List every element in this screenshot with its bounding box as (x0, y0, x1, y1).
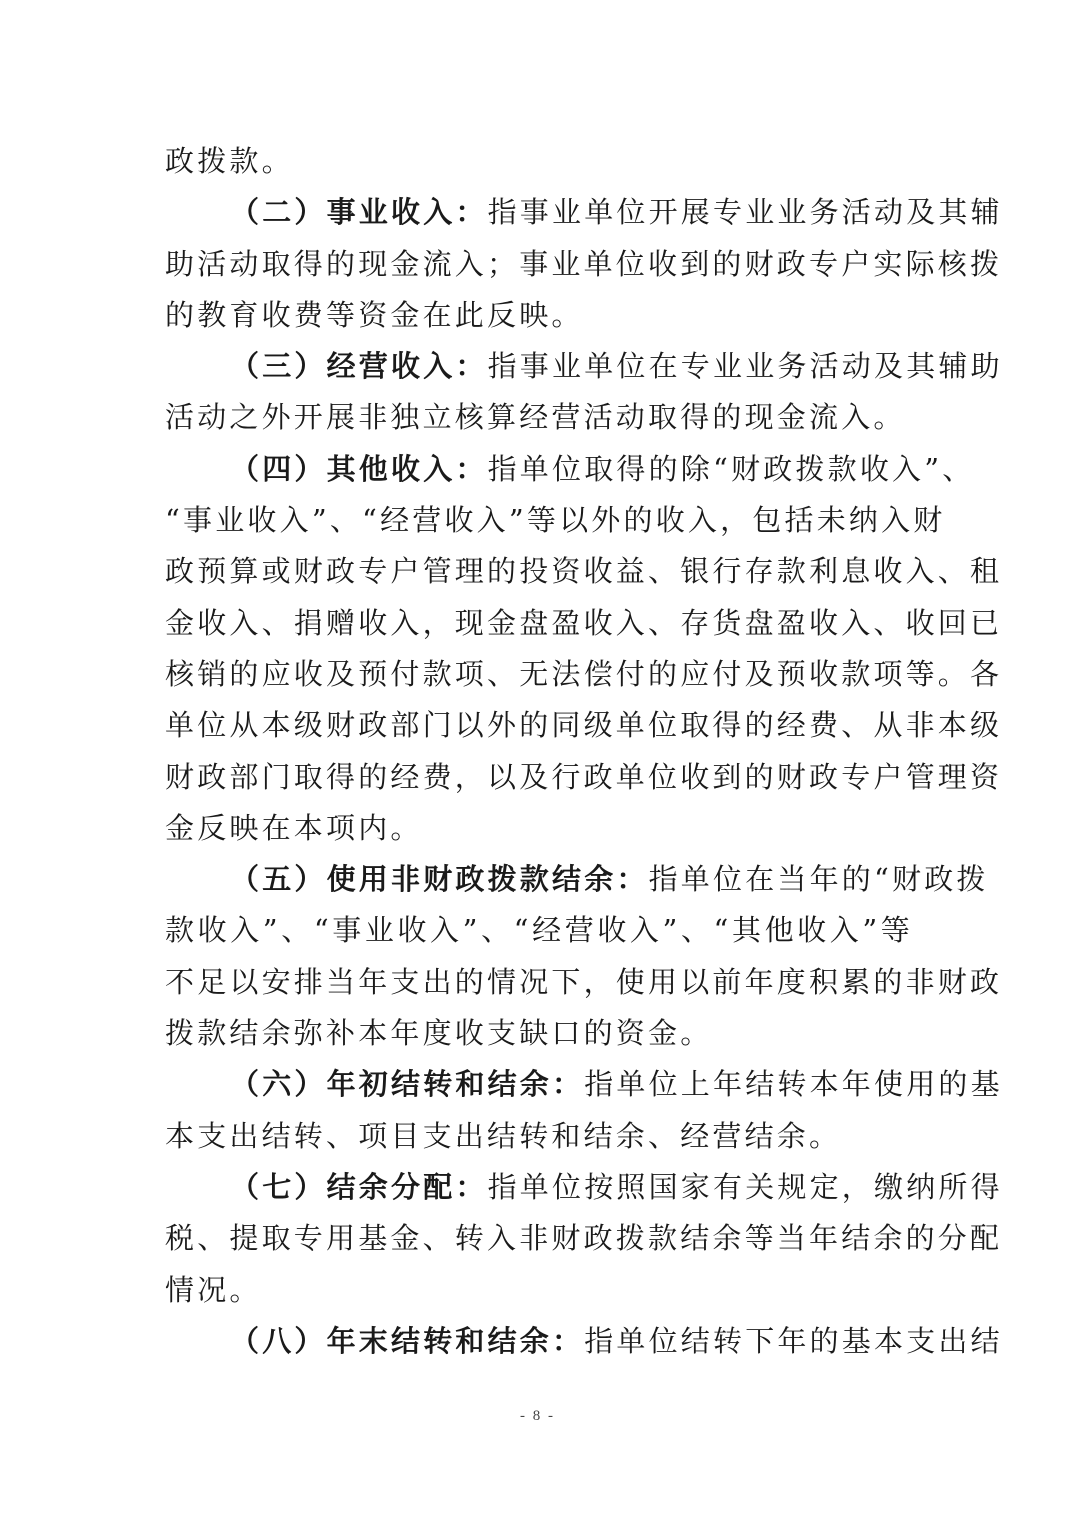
line-text: 政拨款。 (165, 144, 294, 178)
text-line (165, 854, 989, 905)
section-heading: （七）结余分配： (230, 1169, 488, 1204)
text-line (165, 598, 1003, 649)
line-text: 情况。 (165, 1272, 262, 1307)
section-heading: （三）经营收入： (230, 349, 488, 384)
line-text: 金收入、捐赠收入，现金盘盈收入、存货盘盈收入、收回已 (165, 605, 1003, 640)
line-text: 指单位上年结转本年使用的基 (584, 1067, 1003, 1102)
line-text: 单位从本级财政部门以外的同级单位取得的经费、从非本级 (165, 708, 1003, 743)
text-line (165, 392, 913, 443)
text-line (165, 546, 1003, 597)
text-line (165, 1008, 913, 1059)
line-text: 指事业单位在专业业务活动及其辅助 (487, 349, 1003, 384)
line-text: 指单位结转下年的基本支出结 (584, 1323, 1003, 1358)
line-text: 助活动取得的现金流入；事业单位收到的财政专户实际核拨 (165, 246, 1003, 281)
text-line (165, 187, 1003, 238)
body-text (165, 136, 1003, 1367)
line-text: 税、提取专用基金、转入非财政拨款结余等当年结余的分配 (165, 1221, 1003, 1256)
line-text: 的教育收费等资金在此反映。 (165, 297, 584, 332)
text-line (165, 444, 975, 495)
text-line (165, 341, 1003, 392)
line-text: 指单位在当年的“财政拨 (648, 862, 989, 897)
line-text: 指单位按照国家有关规定，缴纳所得 (487, 1169, 1003, 1204)
section-heading: （五）使用非财政拨款结余： (230, 862, 649, 897)
text-line (165, 1316, 1003, 1367)
line-text: 指单位取得的除“财政拨款收入”、 (487, 451, 975, 486)
line-text: 金反映在本项内。 (165, 810, 423, 845)
line-text: 活动之外开展非独立核算经营活动取得的现金流入。 (165, 400, 906, 435)
line-text: “事业收入”、“经营收入”等以外的收入，包括未纳入财 (165, 503, 946, 538)
text-line (165, 1265, 913, 1316)
text-line (165, 136, 913, 187)
text-line (165, 1213, 1003, 1264)
text-line (165, 649, 1003, 700)
section-heading: （四）其他收入： (230, 451, 488, 486)
text-line (165, 700, 1003, 751)
text-line (165, 1162, 1003, 1213)
page-number: - 8 - (520, 1408, 555, 1424)
text-line (165, 752, 1003, 803)
section-heading: （八）年末结转和结余： (230, 1323, 585, 1358)
line-text: 本支出结转、项目支出结转和结余、经营结余。 (165, 1118, 842, 1153)
text-line (165, 239, 1003, 290)
line-text: 核销的应收及预付款项、无法偿付的应付及预收款项等。各 (165, 656, 1003, 691)
text-line (165, 1059, 1003, 1110)
text-line (165, 957, 1003, 1008)
line-text: 不足以安排当年支出的情况下，使用以前年度积累的非财政 (165, 964, 1003, 999)
section-heading: （二）事业收入： (230, 195, 488, 230)
text-line (165, 803, 913, 854)
line-text: 指事业单位开展专业业务活动及其辅 (487, 195, 1003, 230)
line-text: 政预算或财政专户管理的投资收益、银行存款利息收入、租 (165, 554, 1003, 589)
text-line (165, 495, 946, 546)
line-text: 拨款结余弥补本年度收支缺口的资金。 (165, 1016, 713, 1051)
line-text: 财政部门取得的经费，以及行政单位收到的财政专户管理资 (165, 759, 1003, 794)
text-line (165, 290, 913, 341)
section-heading: （六）年初结转和结余： (230, 1067, 585, 1102)
text-line (165, 905, 913, 956)
text-line (165, 1111, 913, 1162)
line-text: 款收入”、“事业收入”、“经营收入”、“其他收入”等 (165, 913, 913, 948)
